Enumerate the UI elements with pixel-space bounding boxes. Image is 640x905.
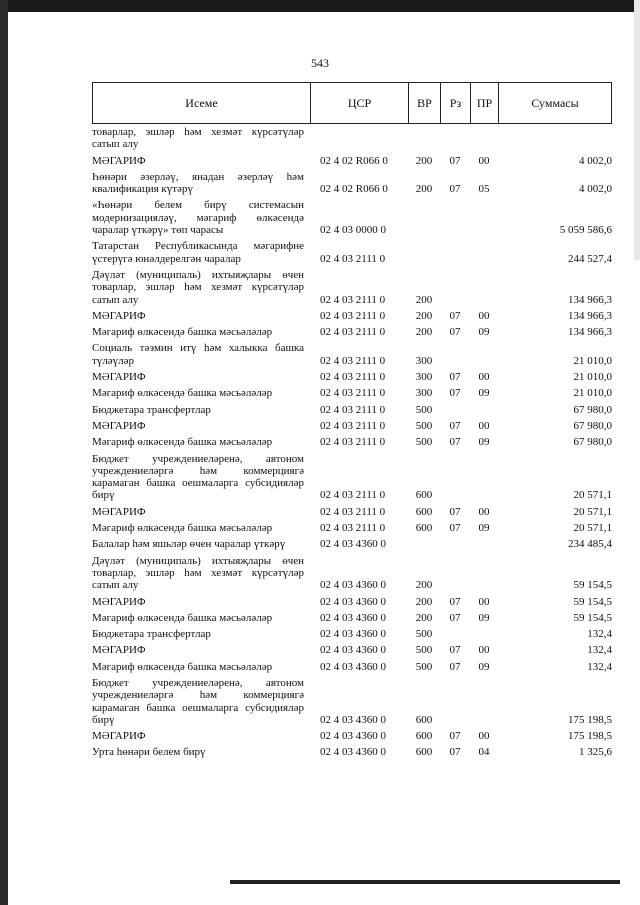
row-name: Мәгариф өлкәсендә башка мәсьәләләр — [92, 326, 273, 339]
header-sum: Суммасы — [498, 83, 612, 123]
row-sum: 134 966,3 — [568, 309, 612, 322]
row-sum: 134 966,3 — [568, 293, 612, 306]
row-rz: 07 — [449, 746, 461, 759]
row-csr: 02 4 03 2111 0 — [320, 403, 386, 416]
row-rz: 07 — [449, 387, 461, 400]
row-name: МӘГАРИФ — [92, 595, 146, 608]
row-name: Урта һөнәри белем бирү — [92, 746, 206, 759]
row-name: Бюджет учреждениеләренә, автоном учреждениеләргә һәм коммерциягә карамаган башка оешмаларга субсидияләр бирү — [92, 452, 304, 502]
row-vr: 500 — [415, 628, 433, 641]
row-pr: 09 — [478, 326, 490, 339]
table-row — [92, 728, 612, 744]
table-row — [92, 308, 612, 324]
row-pr: 00 — [478, 644, 490, 657]
row-name: МӘГАРИФ — [92, 419, 146, 432]
row-csr: 02 4 03 2111 0 — [320, 309, 386, 322]
page-number: 543 — [311, 56, 329, 70]
row-vr: 200 — [415, 595, 433, 608]
table-row — [92, 267, 612, 308]
row-pr: 00 — [478, 595, 490, 608]
row-csr: 02 4 03 4360 0 — [320, 644, 386, 657]
row-sum: 4 002,0 — [579, 183, 612, 196]
row-rz: 07 — [449, 522, 461, 535]
row-vr: 200 — [415, 579, 433, 592]
table-row — [92, 418, 612, 434]
row-pr: 00 — [478, 371, 490, 384]
row-pr: 09 — [478, 436, 490, 449]
row-sum: 244 527,4 — [568, 252, 612, 265]
row-vr: 200 — [415, 183, 433, 196]
row-csr: 02 4 03 2111 0 — [320, 489, 386, 502]
row-rz: 07 — [449, 154, 461, 167]
row-sum: 59 154,5 — [573, 611, 612, 624]
row-rz: 07 — [449, 595, 461, 608]
table-header — [92, 82, 612, 124]
row-name: Һөнәри әзерләү, янадан әзерләү һәм квалификация күтәрү — [92, 170, 304, 196]
row-vr: 600 — [415, 489, 433, 502]
table-row — [92, 402, 612, 418]
row-vr: 200 — [415, 611, 433, 624]
header-pr: ПР — [470, 83, 498, 123]
row-pr: 00 — [478, 730, 490, 743]
table-row — [92, 642, 612, 658]
row-sum: 67 980,0 — [573, 419, 612, 432]
row-sum: 59 154,5 — [573, 579, 612, 592]
table-row — [92, 553, 612, 594]
table-row — [92, 169, 612, 198]
table-row — [92, 594, 612, 610]
row-csr: 02 4 03 2111 0 — [320, 326, 386, 339]
row-vr: 200 — [415, 326, 433, 339]
row-vr: 500 — [415, 436, 433, 449]
row-name: МӘГАРИФ — [92, 154, 146, 167]
header-csr: ЦСР — [310, 83, 408, 123]
row-csr: 02 4 03 2111 0 — [320, 354, 386, 367]
table-row — [92, 504, 612, 520]
scan-bottom-line — [230, 880, 620, 884]
table-row — [92, 238, 612, 267]
table-row — [92, 197, 612, 238]
row-pr: 09 — [478, 387, 490, 400]
row-rz: 07 — [449, 183, 461, 196]
table-body — [92, 124, 612, 761]
row-name: Бюджетара трансфертлар — [92, 403, 211, 416]
row-csr: 02 4 03 4360 0 — [320, 579, 386, 592]
row-name: Дәүләт (муниципаль) ихтыяҗлары өчен товарлар, эшләр һәм хезмәт күрсәтүләр сатып алу — [92, 554, 304, 592]
row-name: Мәгариф өлкәсендә башка мәсьәләләр — [92, 660, 273, 673]
row-name: Татарстан Республикасында мәгарифне үстерүгә юнәлдерелгән чаралар — [92, 240, 304, 265]
row-name: Дәүләт (муниципаль) ихтыяҗлары өчен товарлар, эшләр һәм хезмәт күрсәтүләр сатып алу — [92, 268, 304, 306]
row-sum: 21 010,0 — [573, 354, 612, 367]
table-row — [92, 451, 612, 504]
row-pr: 04 — [478, 746, 490, 759]
row-csr: 02 4 02 R066 0 — [320, 183, 388, 196]
row-sum: 175 198,5 — [568, 730, 612, 743]
row-name: Бюджетара трансфертлар — [92, 628, 211, 641]
row-rz: 07 — [449, 505, 461, 518]
row-csr: 02 4 02 R066 0 — [320, 154, 388, 167]
row-vr: 600 — [415, 505, 433, 518]
row-pr: 09 — [478, 611, 490, 624]
row-csr: 02 4 03 2111 0 — [320, 252, 386, 265]
row-vr: 300 — [415, 371, 433, 384]
table-row — [92, 434, 612, 450]
row-csr: 02 4 03 4360 0 — [320, 628, 386, 641]
row-sum: 132,4 — [587, 660, 612, 673]
row-vr: 600 — [415, 522, 433, 535]
row-sum: 234 485,4 — [568, 538, 612, 551]
row-sum: 175 198,5 — [568, 713, 612, 726]
row-name: товарлар, эшләр һәм хезмәт күрсәтүләр сатып алу — [92, 126, 304, 151]
row-pr: 00 — [478, 419, 490, 432]
row-sum: 21 010,0 — [573, 371, 612, 384]
header-rz: Рз — [440, 83, 470, 123]
row-csr: 02 4 03 2111 0 — [320, 293, 386, 306]
row-sum: 1 325,6 — [579, 746, 612, 759]
row-vr: 200 — [415, 154, 433, 167]
row-pr: 00 — [478, 154, 490, 167]
budget-table — [92, 82, 612, 761]
table-row — [92, 610, 612, 626]
row-rz: 07 — [449, 644, 461, 657]
row-csr: 02 4 03 2111 0 — [320, 505, 386, 518]
row-sum: 21 010,0 — [573, 387, 612, 400]
row-vr: 500 — [415, 403, 433, 416]
row-pr: 00 — [478, 505, 490, 518]
table-row — [92, 675, 612, 728]
table-row — [92, 520, 612, 536]
row-name: «Һөнәри белем бирү системасын модернизацияләү, мәгариф өлкәсендә чаралар үткәрү» төп чарасы — [92, 199, 304, 237]
row-name: МӘГАРИФ — [92, 644, 146, 657]
row-name: Мәгариф өлкәсендә башка мәсьәләләр — [92, 611, 273, 624]
row-csr: 02 4 03 4360 0 — [320, 713, 386, 726]
row-csr: 02 4 03 2111 0 — [320, 371, 386, 384]
table-row — [92, 153, 612, 169]
row-vr: 500 — [415, 660, 433, 673]
row-csr: 02 4 03 4360 0 — [320, 538, 386, 551]
row-sum: 20 571,1 — [573, 522, 612, 535]
table-row — [92, 536, 612, 552]
row-csr: 02 4 03 4360 0 — [320, 660, 386, 673]
row-csr: 02 4 03 2111 0 — [320, 387, 386, 400]
row-rz: 07 — [449, 326, 461, 339]
row-name: Мәгариф өлкәсендә башка мәсьәләләр — [92, 387, 273, 400]
row-name: Бюджет учреждениеләренә, автоном учреждениеләргә һәм коммерциягә карамаган башка оешмаларга субсидияләр бирү — [92, 676, 304, 726]
table-row — [92, 340, 612, 369]
row-rz: 07 — [449, 309, 461, 322]
row-sum: 59 154,5 — [573, 595, 612, 608]
row-rz: 07 — [449, 730, 461, 743]
row-name: Мәгариф өлкәсендә башка мәсьәләләр — [92, 436, 273, 449]
row-pr: 09 — [478, 522, 490, 535]
row-csr: 02 4 03 2111 0 — [320, 436, 386, 449]
header-vr: ВР — [408, 83, 440, 123]
row-vr: 600 — [415, 730, 433, 743]
row-name: МӘГАРИФ — [92, 309, 146, 322]
scan-edge-right — [634, 0, 640, 260]
row-rz: 07 — [449, 436, 461, 449]
row-vr: 600 — [415, 746, 433, 759]
row-sum: 5 059 586,6 — [559, 224, 612, 237]
row-pr: 05 — [478, 183, 490, 196]
scan-edge-left — [0, 0, 8, 905]
table-row — [92, 124, 612, 153]
row-name: Балалар һәм яшьләр өчен чаралар үткәрү — [92, 538, 286, 551]
row-name: Социаль тәэмин итү һәм халыкка башка түләүләр — [92, 342, 304, 367]
row-csr: 02 4 03 2111 0 — [320, 419, 386, 432]
header-name: Исеме — [92, 83, 310, 123]
row-sum: 134 966,3 — [568, 326, 612, 339]
row-csr: 02 4 03 2111 0 — [320, 522, 386, 535]
row-sum: 20 571,1 — [573, 505, 612, 518]
table-row — [92, 626, 612, 642]
row-vr: 200 — [415, 293, 433, 306]
row-sum: 67 980,0 — [573, 436, 612, 449]
row-vr: 500 — [415, 419, 433, 432]
row-vr: 300 — [415, 354, 433, 367]
row-sum: 67 980,0 — [573, 403, 612, 416]
table-row — [92, 659, 612, 675]
table-row — [92, 744, 612, 760]
row-name: МӘГАРИФ — [92, 505, 146, 518]
row-vr: 500 — [415, 644, 433, 657]
row-vr: 600 — [415, 713, 433, 726]
scan-edge-top — [0, 0, 640, 12]
row-sum: 20 571,1 — [573, 489, 612, 502]
row-csr: 02 4 03 4360 0 — [320, 611, 386, 624]
table-row — [92, 385, 612, 401]
row-csr: 02 4 03 4360 0 — [320, 746, 386, 759]
row-rz: 07 — [449, 371, 461, 384]
row-rz: 07 — [449, 611, 461, 624]
table-row — [92, 369, 612, 385]
row-pr: 00 — [478, 309, 490, 322]
row-name: МӘГАРИФ — [92, 371, 146, 384]
row-csr: 02 4 03 0000 0 — [320, 224, 386, 237]
row-pr: 09 — [478, 660, 490, 673]
row-rz: 07 — [449, 419, 461, 432]
row-sum: 4 002,0 — [579, 154, 612, 167]
table-row — [92, 324, 612, 340]
row-name: МӘГАРИФ — [92, 730, 146, 743]
row-name: Мәгариф өлкәсендә башка мәсьәләләр — [92, 522, 273, 535]
row-csr: 02 4 03 4360 0 — [320, 730, 386, 743]
row-rz: 07 — [449, 660, 461, 673]
row-vr: 300 — [415, 387, 433, 400]
row-sum: 132,4 — [587, 628, 612, 641]
row-vr: 200 — [415, 309, 433, 322]
row-csr: 02 4 03 4360 0 — [320, 595, 386, 608]
row-sum: 132,4 — [587, 644, 612, 657]
